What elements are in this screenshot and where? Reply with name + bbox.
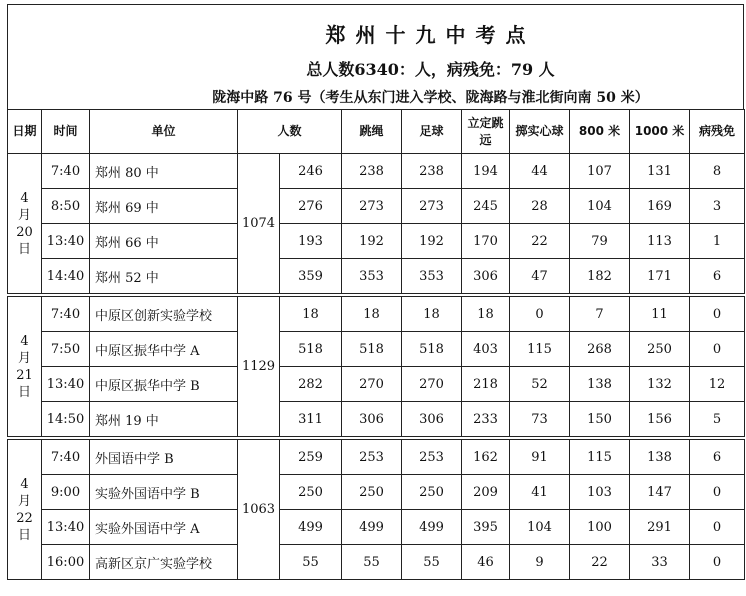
football-cell: 250	[402, 475, 462, 510]
rope-cell: 306	[342, 402, 402, 439]
shot-cell: 91	[510, 438, 570, 475]
800m-cell: 100	[570, 510, 630, 545]
table-row	[8, 154, 745, 189]
exempt-cell: 3	[690, 189, 745, 224]
800m-cell: 7	[570, 295, 630, 332]
1000m-cell: 138	[630, 438, 690, 475]
exempt-cell: 0	[690, 510, 745, 545]
rope-cell: 499	[342, 510, 402, 545]
long-jump-cell: 233	[462, 402, 510, 439]
shot-cell: 115	[510, 332, 570, 367]
football-cell: 353	[402, 259, 462, 296]
exempt-cell: 6	[690, 259, 745, 296]
800m-cell: 104	[570, 189, 630, 224]
long-jump-cell: 306	[462, 259, 510, 296]
long-jump-cell: 170	[462, 224, 510, 259]
time-cell: 13:40	[42, 224, 90, 259]
shot-cell: 28	[510, 189, 570, 224]
football-cell: 273	[402, 189, 462, 224]
1000m-cell: 250	[630, 332, 690, 367]
count-cell: 499	[280, 510, 342, 545]
800m-cell: 268	[570, 332, 630, 367]
long-jump-cell: 218	[462, 367, 510, 402]
exempt-cell: 6	[690, 438, 745, 475]
time-cell: 7:40	[42, 154, 90, 189]
800m-cell: 22	[570, 545, 630, 580]
rope-cell: 353	[342, 259, 402, 296]
rope-cell: 238	[342, 154, 402, 189]
rope-cell: 270	[342, 367, 402, 402]
1000m-cell: 291	[630, 510, 690, 545]
1000m-cell: 113	[630, 224, 690, 259]
football-cell: 55	[402, 545, 462, 580]
count-cell: 359	[280, 259, 342, 296]
football-cell: 306	[402, 402, 462, 439]
exempt-cell: 0	[690, 475, 745, 510]
shot-cell: 44	[510, 154, 570, 189]
date-part: 月	[17, 493, 31, 509]
800m-cell: 79	[570, 224, 630, 259]
1000m-cell: 132	[630, 367, 690, 402]
time-cell: 8:50	[42, 189, 90, 224]
rope-cell: 518	[342, 332, 402, 367]
long-jump-cell: 403	[462, 332, 510, 367]
time-cell: 9:00	[42, 475, 90, 510]
total-summary: 总人数6340：人，病残免：79 人	[306, 60, 555, 79]
unit-cell: 郑州 52 中	[90, 259, 238, 296]
long-jump-cell: 209	[462, 475, 510, 510]
date-part: 日	[17, 527, 31, 543]
date-cell	[8, 154, 42, 296]
count-cell: 311	[280, 402, 342, 439]
count-cell: 18	[280, 295, 342, 332]
unit-cell: 郑州 80 中	[90, 154, 238, 189]
date-part: 月	[17, 350, 31, 366]
count-cell: 518	[280, 332, 342, 367]
table-row	[8, 402, 745, 439]
1000m-cell: 147	[630, 475, 690, 510]
time-cell: 13:40	[42, 367, 90, 402]
unit-cell: 实验外国语中学 B	[90, 475, 238, 510]
shot-cell: 0	[510, 295, 570, 332]
time-cell: 14:40	[42, 259, 90, 296]
table-row	[8, 224, 745, 259]
1000m-cell: 156	[630, 402, 690, 439]
date-part: 日	[17, 384, 31, 400]
exempt-cell: 12	[690, 367, 745, 402]
count-cell: 259	[280, 438, 342, 475]
header-exempt: 病残免	[690, 110, 745, 154]
table-row	[8, 545, 745, 580]
800m-cell: 138	[570, 367, 630, 402]
long-jump-cell: 162	[462, 438, 510, 475]
date-part: 21	[16, 367, 33, 383]
date-cell	[8, 438, 42, 580]
time-cell: 16:00	[42, 545, 90, 580]
header-time: 时间	[42, 110, 90, 154]
group-total-cell: 1074	[238, 154, 280, 296]
count-cell: 55	[280, 545, 342, 580]
time-cell: 14:50	[42, 402, 90, 439]
table-row	[8, 259, 745, 296]
unit-cell: 高新区京广实验学校	[90, 545, 238, 580]
exempt-cell: 5	[690, 402, 745, 439]
table-row	[8, 189, 745, 224]
header-rope: 跳绳	[342, 110, 402, 154]
football-cell: 270	[402, 367, 462, 402]
exempt-cell: 0	[690, 332, 745, 367]
table-row	[8, 332, 745, 367]
football-cell: 192	[402, 224, 462, 259]
header-date: 日期	[8, 110, 42, 154]
table-row	[8, 475, 745, 510]
group-total-cell: 1129	[238, 295, 280, 438]
unit-cell: 中原区振华中学 A	[90, 332, 238, 367]
shot-cell: 47	[510, 259, 570, 296]
page-title: 郑州十九中考点	[325, 23, 536, 47]
long-jump-cell: 46	[462, 545, 510, 580]
group-total-cell: 1063	[238, 438, 280, 580]
count-cell: 246	[280, 154, 342, 189]
date-part: 4	[20, 190, 29, 206]
exam-schedule-document	[7, 4, 744, 580]
header-unit: 单位	[90, 110, 238, 154]
shot-cell: 104	[510, 510, 570, 545]
header-row	[8, 110, 745, 154]
date-part: 4	[20, 333, 29, 349]
table-row	[8, 438, 745, 475]
unit-cell: 实验外国语中学 A	[90, 510, 238, 545]
shot-cell: 41	[510, 475, 570, 510]
1000m-cell: 171	[630, 259, 690, 296]
unit-cell: 郑州 69 中	[90, 189, 238, 224]
header-count: 人数	[238, 110, 342, 154]
football-cell: 18	[402, 295, 462, 332]
table-row	[8, 295, 745, 332]
count-cell: 276	[280, 189, 342, 224]
800m-cell: 150	[570, 402, 630, 439]
800m-cell: 103	[570, 475, 630, 510]
rope-cell: 18	[342, 295, 402, 332]
time-cell: 13:40	[42, 510, 90, 545]
date-part: 4	[20, 476, 29, 492]
address: 陇海中路 76 号（考生从东门进入学校、陇海路与淮北街向南 50 米）	[212, 90, 649, 106]
unit-cell: 郑州 66 中	[90, 224, 238, 259]
long-jump-cell: 194	[462, 154, 510, 189]
time-cell: 7:40	[42, 295, 90, 332]
football-cell: 253	[402, 438, 462, 475]
table-row	[8, 367, 745, 402]
count-cell: 282	[280, 367, 342, 402]
1000m-cell: 33	[630, 545, 690, 580]
1000m-cell: 11	[630, 295, 690, 332]
rope-cell: 55	[342, 545, 402, 580]
header-shot: 掷实心球	[510, 110, 570, 154]
rope-cell: 253	[342, 438, 402, 475]
football-cell: 238	[402, 154, 462, 189]
date-part: 22	[16, 510, 33, 526]
time-cell: 7:50	[42, 332, 90, 367]
long-jump-cell: 18	[462, 295, 510, 332]
exempt-cell: 1	[690, 224, 745, 259]
football-cell: 518	[402, 332, 462, 367]
count-cell: 250	[280, 475, 342, 510]
800m-cell: 107	[570, 154, 630, 189]
unit-cell: 中原区创新实验学校	[90, 295, 238, 332]
800m-cell: 182	[570, 259, 630, 296]
date-part: 日	[17, 241, 31, 257]
time-cell: 7:40	[42, 438, 90, 475]
date-cell	[8, 295, 42, 438]
rope-cell: 250	[342, 475, 402, 510]
rope-cell: 273	[342, 189, 402, 224]
header-1000m: 1000 米	[630, 110, 690, 154]
document-header	[7, 4, 744, 109]
shot-cell: 9	[510, 545, 570, 580]
unit-cell: 郑州 19 中	[90, 402, 238, 439]
unit-cell: 中原区振华中学 B	[90, 367, 238, 402]
date-part: 月	[17, 207, 31, 223]
header-football: 足球	[402, 110, 462, 154]
1000m-cell: 131	[630, 154, 690, 189]
shot-cell: 73	[510, 402, 570, 439]
shot-cell: 52	[510, 367, 570, 402]
rope-cell: 192	[342, 224, 402, 259]
schedule-table	[7, 109, 745, 580]
unit-cell: 外国语中学 B	[90, 438, 238, 475]
header-long-jump: 立定跳远	[462, 110, 510, 154]
football-cell: 499	[402, 510, 462, 545]
exempt-cell: 8	[690, 154, 745, 189]
date-part: 20	[16, 224, 33, 240]
long-jump-cell: 395	[462, 510, 510, 545]
shot-cell: 22	[510, 224, 570, 259]
table-row	[8, 510, 745, 545]
1000m-cell: 169	[630, 189, 690, 224]
exempt-cell: 0	[690, 295, 745, 332]
exempt-cell: 0	[690, 545, 745, 580]
count-cell: 193	[280, 224, 342, 259]
long-jump-cell: 245	[462, 189, 510, 224]
800m-cell: 115	[570, 438, 630, 475]
header-800m: 800 米	[570, 110, 630, 154]
